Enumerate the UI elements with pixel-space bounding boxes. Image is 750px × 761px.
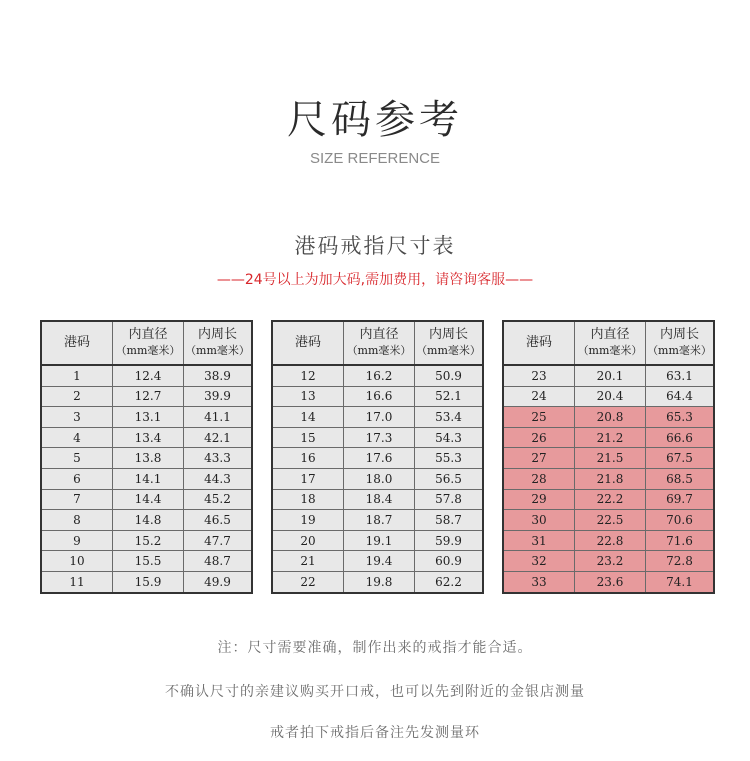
cell-circumference: 55.3 — [415, 448, 484, 469]
table-header-row — [41, 321, 252, 365]
cell-circumference: 68.5 — [646, 468, 715, 489]
table-header-row — [503, 321, 714, 365]
table-row — [272, 448, 483, 469]
header-circumference: 内周长 （mm毫米） — [184, 321, 253, 365]
table-row — [272, 365, 483, 386]
header-circumference: 内周长 （mm毫米） — [646, 321, 715, 365]
cell-circumference: 50.9 — [415, 365, 484, 386]
cell-code: 17 — [272, 468, 344, 489]
cell-circumference: 53.4 — [415, 407, 484, 428]
cell-code: 33 — [503, 571, 575, 592]
table-row — [503, 365, 714, 386]
table-row — [503, 551, 714, 572]
table-row — [503, 448, 714, 469]
header-code: 港码 — [41, 321, 113, 365]
cell-circumference: 67.5 — [646, 448, 715, 469]
cell-code: 2 — [41, 386, 113, 407]
cell-code: 5 — [41, 448, 113, 469]
header-code: 港码 — [272, 321, 344, 365]
cell-circumference: 64.4 — [646, 386, 715, 407]
cell-diameter: 14.8 — [113, 510, 184, 531]
table-row — [272, 407, 483, 428]
cell-code: 28 — [503, 468, 575, 489]
cell-code: 6 — [41, 468, 113, 489]
cell-circumference: 65.3 — [646, 407, 715, 428]
cell-code: 29 — [503, 489, 575, 510]
cell-diameter: 22.5 — [575, 510, 646, 531]
cell-diameter: 17.3 — [344, 427, 415, 448]
table-row — [41, 551, 252, 572]
cell-circumference: 69.7 — [646, 489, 715, 510]
cell-circumference: 66.6 — [646, 427, 715, 448]
table-row — [272, 530, 483, 551]
cell-circumference: 42.1 — [184, 427, 253, 448]
table-row — [272, 551, 483, 572]
cell-code: 8 — [41, 510, 113, 531]
cell-code: 9 — [41, 530, 113, 551]
cell-diameter: 23.2 — [575, 551, 646, 572]
cell-circumference: 71.6 — [646, 530, 715, 551]
cell-code: 22 — [272, 571, 344, 592]
table-row — [272, 386, 483, 407]
cell-diameter: 15.2 — [113, 530, 184, 551]
cell-diameter: 23.6 — [575, 571, 646, 592]
cell-diameter: 20.4 — [575, 386, 646, 407]
cell-diameter: 17.6 — [344, 448, 415, 469]
header-diameter: 内直径 （mm毫米） — [575, 321, 646, 365]
cell-diameter: 15.5 — [113, 551, 184, 572]
cell-diameter: 20.8 — [575, 407, 646, 428]
cell-code: 13 — [272, 386, 344, 407]
cell-circumference: 52.1 — [415, 386, 484, 407]
cell-circumference: 49.9 — [184, 571, 253, 592]
cell-diameter: 21.5 — [575, 448, 646, 469]
cell-diameter: 12.4 — [113, 365, 184, 386]
cell-diameter: 18.4 — [344, 489, 415, 510]
cell-circumference: 47.7 — [184, 530, 253, 551]
size-table-3 — [502, 320, 715, 594]
cell-code: 16 — [272, 448, 344, 469]
table-row — [272, 468, 483, 489]
cell-code: 21 — [272, 551, 344, 572]
cell-circumference: 72.8 — [646, 551, 715, 572]
cell-code: 20 — [272, 530, 344, 551]
cell-code: 14 — [272, 407, 344, 428]
cell-circumference: 44.3 — [184, 468, 253, 489]
cell-code: 26 — [503, 427, 575, 448]
size-table-1 — [40, 320, 253, 594]
cell-diameter: 17.0 — [344, 407, 415, 428]
table-row — [503, 530, 714, 551]
cell-code: 10 — [41, 551, 113, 572]
table-row — [503, 386, 714, 407]
oversize-notice: ——24号以上为加大码,需加费用，请咨询客服—— — [216, 272, 534, 288]
size-table-2 — [271, 320, 484, 594]
table-title: 港码戒指尺寸表 — [294, 234, 456, 258]
cell-circumference: 43.3 — [184, 448, 253, 469]
cell-diameter: 16.6 — [344, 386, 415, 407]
cell-code: 31 — [503, 530, 575, 551]
cell-code: 15 — [272, 427, 344, 448]
cell-diameter: 20.1 — [575, 365, 646, 386]
cell-circumference: 58.7 — [415, 510, 484, 531]
table-row — [503, 407, 714, 428]
table-row — [41, 468, 252, 489]
table-row — [41, 448, 252, 469]
cell-code: 7 — [41, 489, 113, 510]
cell-code: 4 — [41, 427, 113, 448]
note-line-2: 不确认尺寸的亲建议购买开口戒，也可以先到附近的金银店测量 — [165, 684, 585, 700]
cell-code: 11 — [41, 571, 113, 592]
cell-code: 12 — [272, 365, 344, 386]
cell-diameter: 22.8 — [575, 530, 646, 551]
cell-code: 24 — [503, 386, 575, 407]
cell-circumference: 45.2 — [184, 489, 253, 510]
cell-code: 25 — [503, 407, 575, 428]
table-header-row — [272, 321, 483, 365]
cell-circumference: 57.8 — [415, 489, 484, 510]
table-row — [503, 468, 714, 489]
cell-code: 27 — [503, 448, 575, 469]
cell-circumference: 48.7 — [184, 551, 253, 572]
cell-diameter: 14.1 — [113, 468, 184, 489]
cell-diameter: 18.0 — [344, 468, 415, 489]
cell-circumference: 54.3 — [415, 427, 484, 448]
table-row — [41, 571, 252, 592]
cell-code: 23 — [503, 365, 575, 386]
table-row — [41, 510, 252, 531]
table-row — [41, 365, 252, 386]
cell-diameter: 21.2 — [575, 427, 646, 448]
cell-diameter: 19.4 — [344, 551, 415, 572]
table-row — [272, 510, 483, 531]
cell-circumference: 59.9 — [415, 530, 484, 551]
cell-diameter: 21.8 — [575, 468, 646, 489]
table-row — [503, 489, 714, 510]
table-row — [503, 571, 714, 592]
cell-code: 32 — [503, 551, 575, 572]
table-row — [272, 489, 483, 510]
cell-code: 30 — [503, 510, 575, 531]
cell-circumference: 56.5 — [415, 468, 484, 489]
cell-code: 1 — [41, 365, 113, 386]
cell-diameter: 12.7 — [113, 386, 184, 407]
page-title: 尺码参考 — [287, 97, 463, 143]
cell-diameter: 15.9 — [113, 571, 184, 592]
cell-diameter: 13.4 — [113, 427, 184, 448]
header-diameter: 内直径 （mm毫米） — [344, 321, 415, 365]
table-row — [503, 510, 714, 531]
cell-circumference: 62.2 — [415, 571, 484, 592]
cell-diameter: 19.1 — [344, 530, 415, 551]
cell-diameter: 16.2 — [344, 365, 415, 386]
table-row — [41, 407, 252, 428]
header-code: 港码 — [503, 321, 575, 365]
table-row — [272, 427, 483, 448]
header-circumference: 内周长 （mm毫米） — [415, 321, 484, 365]
cell-circumference: 41.1 — [184, 407, 253, 428]
cell-circumference: 38.9 — [184, 365, 253, 386]
table-row — [41, 530, 252, 551]
cell-diameter: 13.8 — [113, 448, 184, 469]
cell-circumference: 39.9 — [184, 386, 253, 407]
table-row — [41, 386, 252, 407]
table-row — [272, 571, 483, 592]
page-subtitle: SIZE REFERENCE — [309, 150, 441, 167]
cell-diameter: 22.2 — [575, 489, 646, 510]
cell-code: 3 — [41, 407, 113, 428]
table-row — [503, 427, 714, 448]
cell-circumference: 60.9 — [415, 551, 484, 572]
cell-diameter: 13.1 — [113, 407, 184, 428]
note-line-3: 戒者拍下戒指后备注先发测量环 — [270, 725, 480, 741]
cell-diameter: 18.7 — [344, 510, 415, 531]
cell-code: 19 — [272, 510, 344, 531]
cell-diameter: 19.8 — [344, 571, 415, 592]
cell-circumference: 70.6 — [646, 510, 715, 531]
cell-circumference: 46.5 — [184, 510, 253, 531]
table-row — [41, 489, 252, 510]
note-line-1: 注：尺寸需要准确，制作出来的戒指才能合适。 — [217, 640, 533, 656]
cell-diameter: 14.4 — [113, 489, 184, 510]
header-diameter: 内直径 （mm毫米） — [113, 321, 184, 365]
cell-code: 18 — [272, 489, 344, 510]
cell-circumference: 74.1 — [646, 571, 715, 592]
table-row — [41, 427, 252, 448]
cell-circumference: 63.1 — [646, 365, 715, 386]
